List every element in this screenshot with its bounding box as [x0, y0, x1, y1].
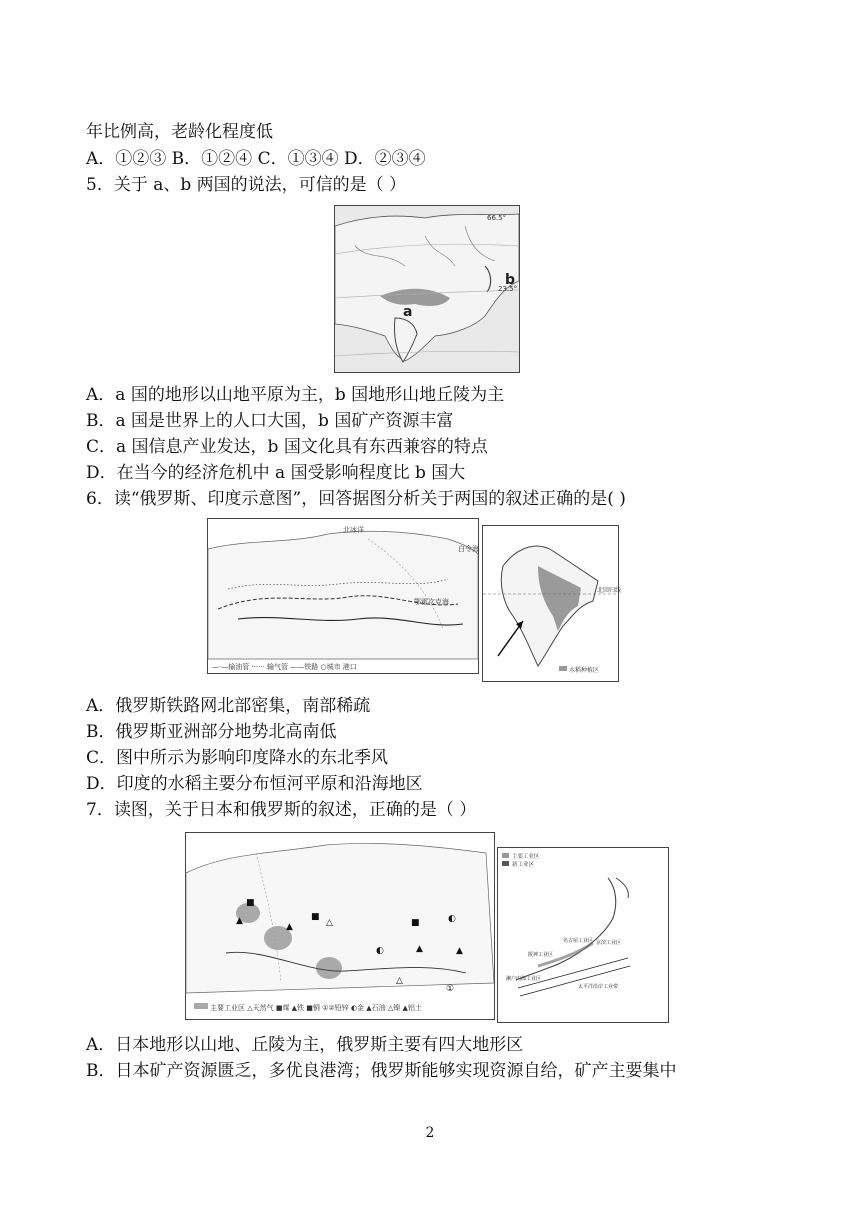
sea-label: 白令海 [458, 545, 479, 553]
latitude-label: 66.5° [487, 214, 507, 222]
rice-legend: 水稻种植区 [569, 667, 600, 674]
option-6b: B．俄罗斯亚洲部分地势北高南低 [86, 722, 337, 742]
resources-legend: 主要工业区 △天然气 ■煤 ▲铁 ■铜 ①②铅锌 ◐金 ▲石油 △镍 ▲铝土 [210, 1004, 422, 1012]
svg-text:▲: ▲ [416, 944, 423, 954]
option-7b: B．日本矿产资源匮乏，多优良港湾；俄罗斯能够实现资源自给，矿产主要集中 [86, 1061, 677, 1081]
option-5b: B．a 国是世界上的人口大国，b 国矿产资源丰富 [86, 411, 454, 431]
russia-map-figure [207, 518, 479, 674]
svg-text:▲: ▲ [286, 922, 293, 932]
sea-label: 鄂霍次克海 [414, 598, 449, 606]
option-5d: D．在当今的经济危机中 a 国受影响程度比 b 国大 [86, 463, 466, 483]
svg-text:◐: ◐ [376, 946, 384, 956]
latitude-label: 23.5° [498, 285, 518, 293]
svg-text:■: ■ [246, 898, 255, 908]
asia-map-figure [334, 205, 520, 373]
option-5a: A．a 国的地形以山地平原为主，b 国地形山地丘陵为主 [86, 385, 505, 405]
page-number: 2 [425, 1125, 435, 1141]
svg-text:■: ■ [311, 912, 320, 922]
country-b-label: b [505, 272, 516, 288]
industrial-zone-label: 名古屋工业区 [563, 938, 594, 944]
svg-text:①: ① [446, 984, 455, 994]
svg-text:▲: ▲ [456, 946, 463, 956]
industrial-zone-label: 京滨工业区 [596, 940, 622, 946]
svg-text:■: ■ [411, 918, 420, 928]
text-line: 年比例高，老龄化程度低 [86, 122, 273, 142]
industrial-zone-label: 濑户内海工业区 [506, 976, 542, 982]
svg-text:▲: ▲ [236, 916, 243, 926]
svg-text:◐: ◐ [448, 914, 456, 924]
country-a-label: a [403, 304, 413, 320]
question-6: 6．读“俄罗斯、印度示意图”，回答据图分析关于两国的叙述正确的是( ) [86, 489, 626, 509]
option-5c: C．a 国信息产业发达，b 国文化具有东西兼容的特点 [86, 437, 488, 457]
option-7a: A．日本地形以山地、丘陵为主，俄罗斯主要有四大地形区 [86, 1035, 524, 1055]
tropic-label: 北回归线 [597, 587, 622, 594]
question-5: 5．关于 a、b 两国的说法，可信的是（ ） [86, 175, 407, 195]
map-legend: —·—输油管 ······ 输气管 ——铁路 ○城市 港口 [212, 663, 357, 671]
option-6c: C．图中所示为影响印度降水的东北季风 [86, 748, 389, 768]
japan-legend-item: 主要工业区 [512, 854, 540, 860]
japan-map-figure [497, 847, 669, 1023]
question-7: 7．读图，关于日本和俄罗斯的叙述，正确的是（ ） [86, 800, 477, 820]
russia-resources-map-figure [185, 832, 495, 1020]
svg-text:△: △ [396, 976, 403, 986]
option-6d: D．印度的水稻主要分布恒河平原和沿海地区 [86, 774, 423, 794]
svg-text:△: △ [326, 918, 333, 928]
answer-options: A．①②③ B．①②④ C．①③④ D．②③④ [86, 149, 426, 169]
india-map-figure [482, 525, 622, 682]
industrial-zone-label: 阪神工业区 [528, 952, 554, 958]
japan-legend-item: 新工业区 [512, 862, 535, 868]
ocean-label: 北冰洋 [343, 526, 364, 534]
option-6a: A．俄罗斯铁路网北部密集，南部稀疏 [86, 696, 371, 716]
industrial-zone-label: 太平洋沿岸工业带 [578, 984, 619, 990]
